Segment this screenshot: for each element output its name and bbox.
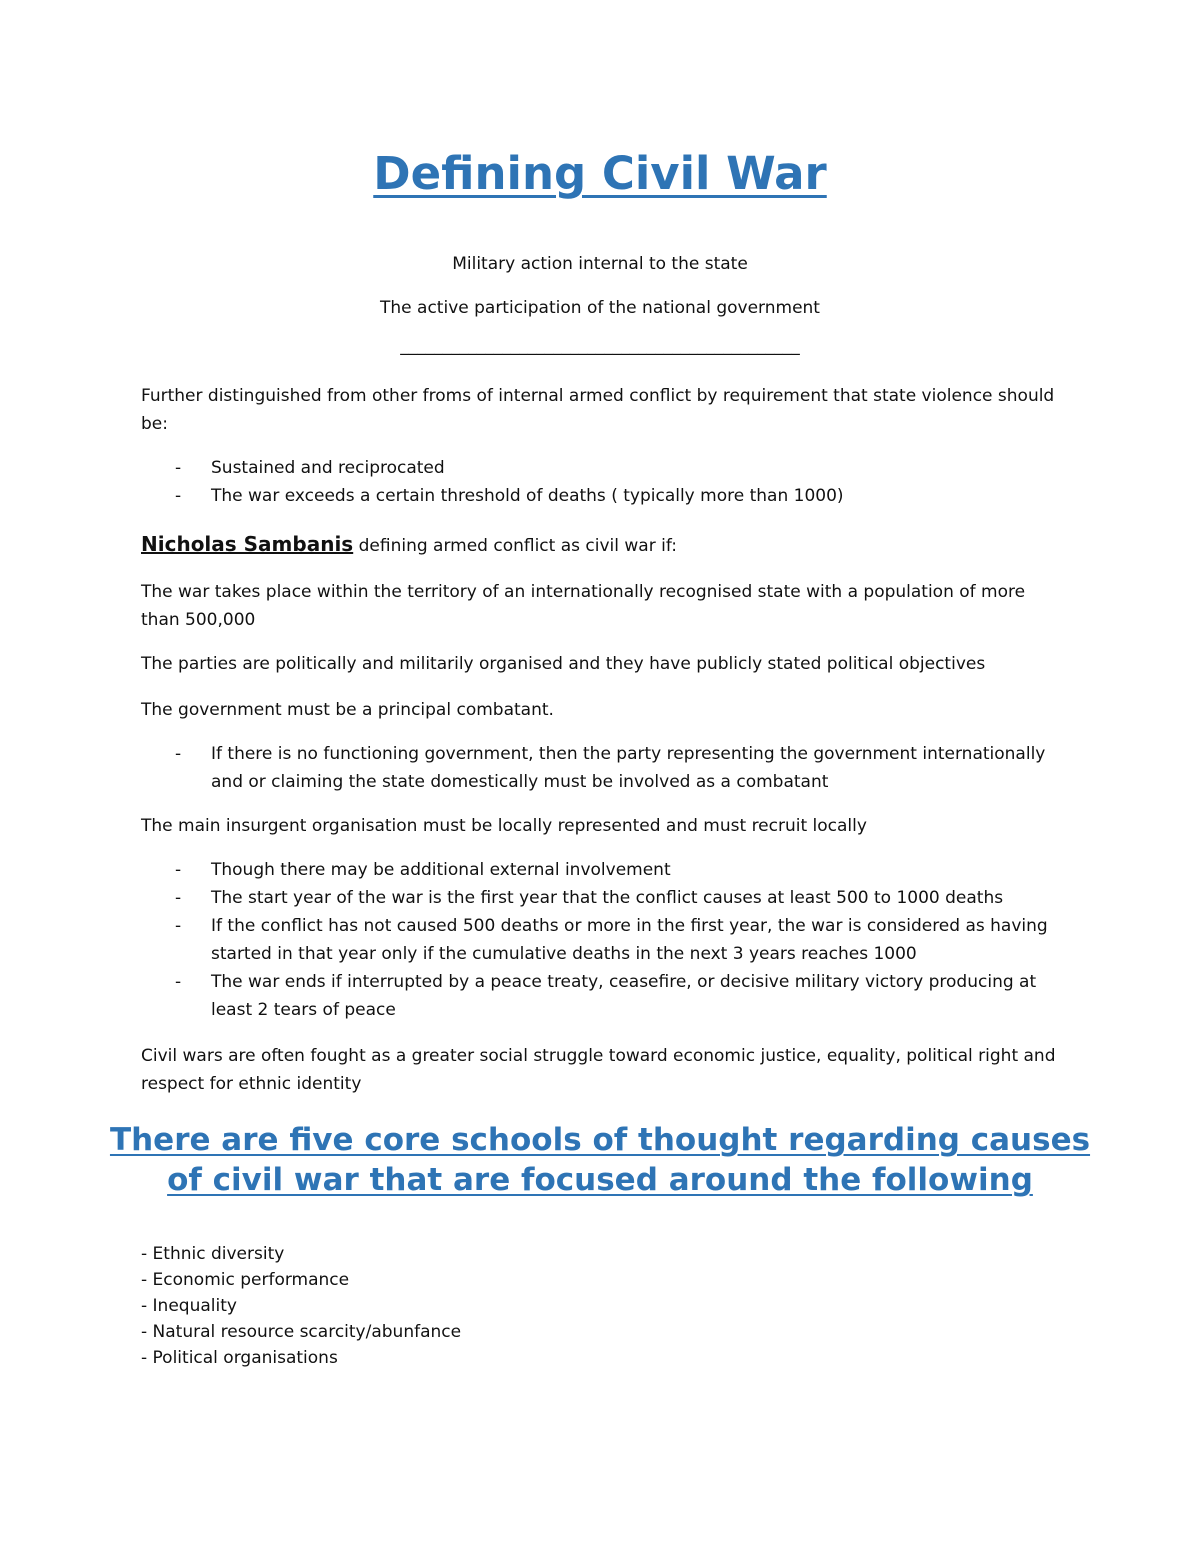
page-title: Defining Civil War [373, 147, 827, 200]
sambanis-intro [141, 530, 1061, 560]
bullet-dash: - [175, 916, 182, 936]
sambanis-paragraph-4: The main insurgent organisation must be locally represented and must recruit locally [141, 816, 867, 836]
sambanis-paragraph-1: The war takes place within the territory of an internationally recognised state with a population of more than 500,000 [141, 582, 1026, 630]
sambanis-paragraph-2: The parties are politically and militarily organised and they have publicly stated political objectives [141, 654, 986, 674]
sambanis-paragraph-3: The government must be a principal combatant. [141, 700, 554, 720]
bullet-text: Sustained and reciprocated [211, 458, 445, 478]
schools-heading [100, 1120, 1100, 1200]
bullet-text: Though there may be additional external involvement [211, 860, 671, 880]
bullet-text: If there is no functioning government, then the party representing the government internationally and or claiming the state domestically must be involved as a combatant [211, 744, 1046, 792]
bullet-dash: - [175, 888, 182, 908]
bullet-text: If the conflict has not caused 500 deaths or more in the first year, the war is considered as having started in that year only if the cumulative deaths in the next 3 years reaches 1000 [211, 916, 1048, 964]
intro-line-2: The active participation of the national government [380, 298, 820, 318]
sambanis-intro-rest: defining armed conflict as civil war if: [353, 536, 677, 556]
sambanis-paragraph-5: Civil wars are often fought as a greater social struggle toward economic justice, equality, political right and respect for ethnic identity [141, 1046, 1056, 1094]
bullet-dash: - [175, 486, 182, 506]
intro-line-1: Military action internal to the state [452, 254, 748, 274]
further-paragraph: Further distinguished from other froms of internal armed conflict by requirement that state violence should be: [141, 386, 1055, 434]
author-name: Nicholas Sambanis [141, 532, 354, 556]
schools-item-3: - Inequality [141, 1296, 237, 1316]
bullet-dash: - [175, 972, 182, 992]
schools-item-2: - Economic performance [141, 1270, 350, 1290]
schools-item-5: - Political organisations [141, 1348, 338, 1368]
bullet-text: The war ends if interrupted by a peace treaty, ceasefire, or decisive military victory producing at least 2 tears of peace [211, 972, 1037, 1020]
schools-heading-text: There are five core schools of thought regarding causes of civil war that are focused around the following [109, 1122, 1091, 1198]
separator-line: _______________________________________________ [400, 336, 800, 356]
bullet-dash: - [175, 860, 182, 880]
bullet-text: The start year of the war is the first year that the conflict causes at least 500 to 1000 deaths [211, 888, 1004, 908]
schools-item-1: - Ethnic diversity [141, 1244, 285, 1264]
schools-item-4: - Natural resource scarcity/abunfance [141, 1322, 462, 1342]
bullet-dash: - [175, 458, 182, 478]
bullet-text: The war exceeds a certain threshold of deaths ( typically more than 1000) [211, 486, 844, 506]
bullet-dash: - [175, 744, 182, 764]
